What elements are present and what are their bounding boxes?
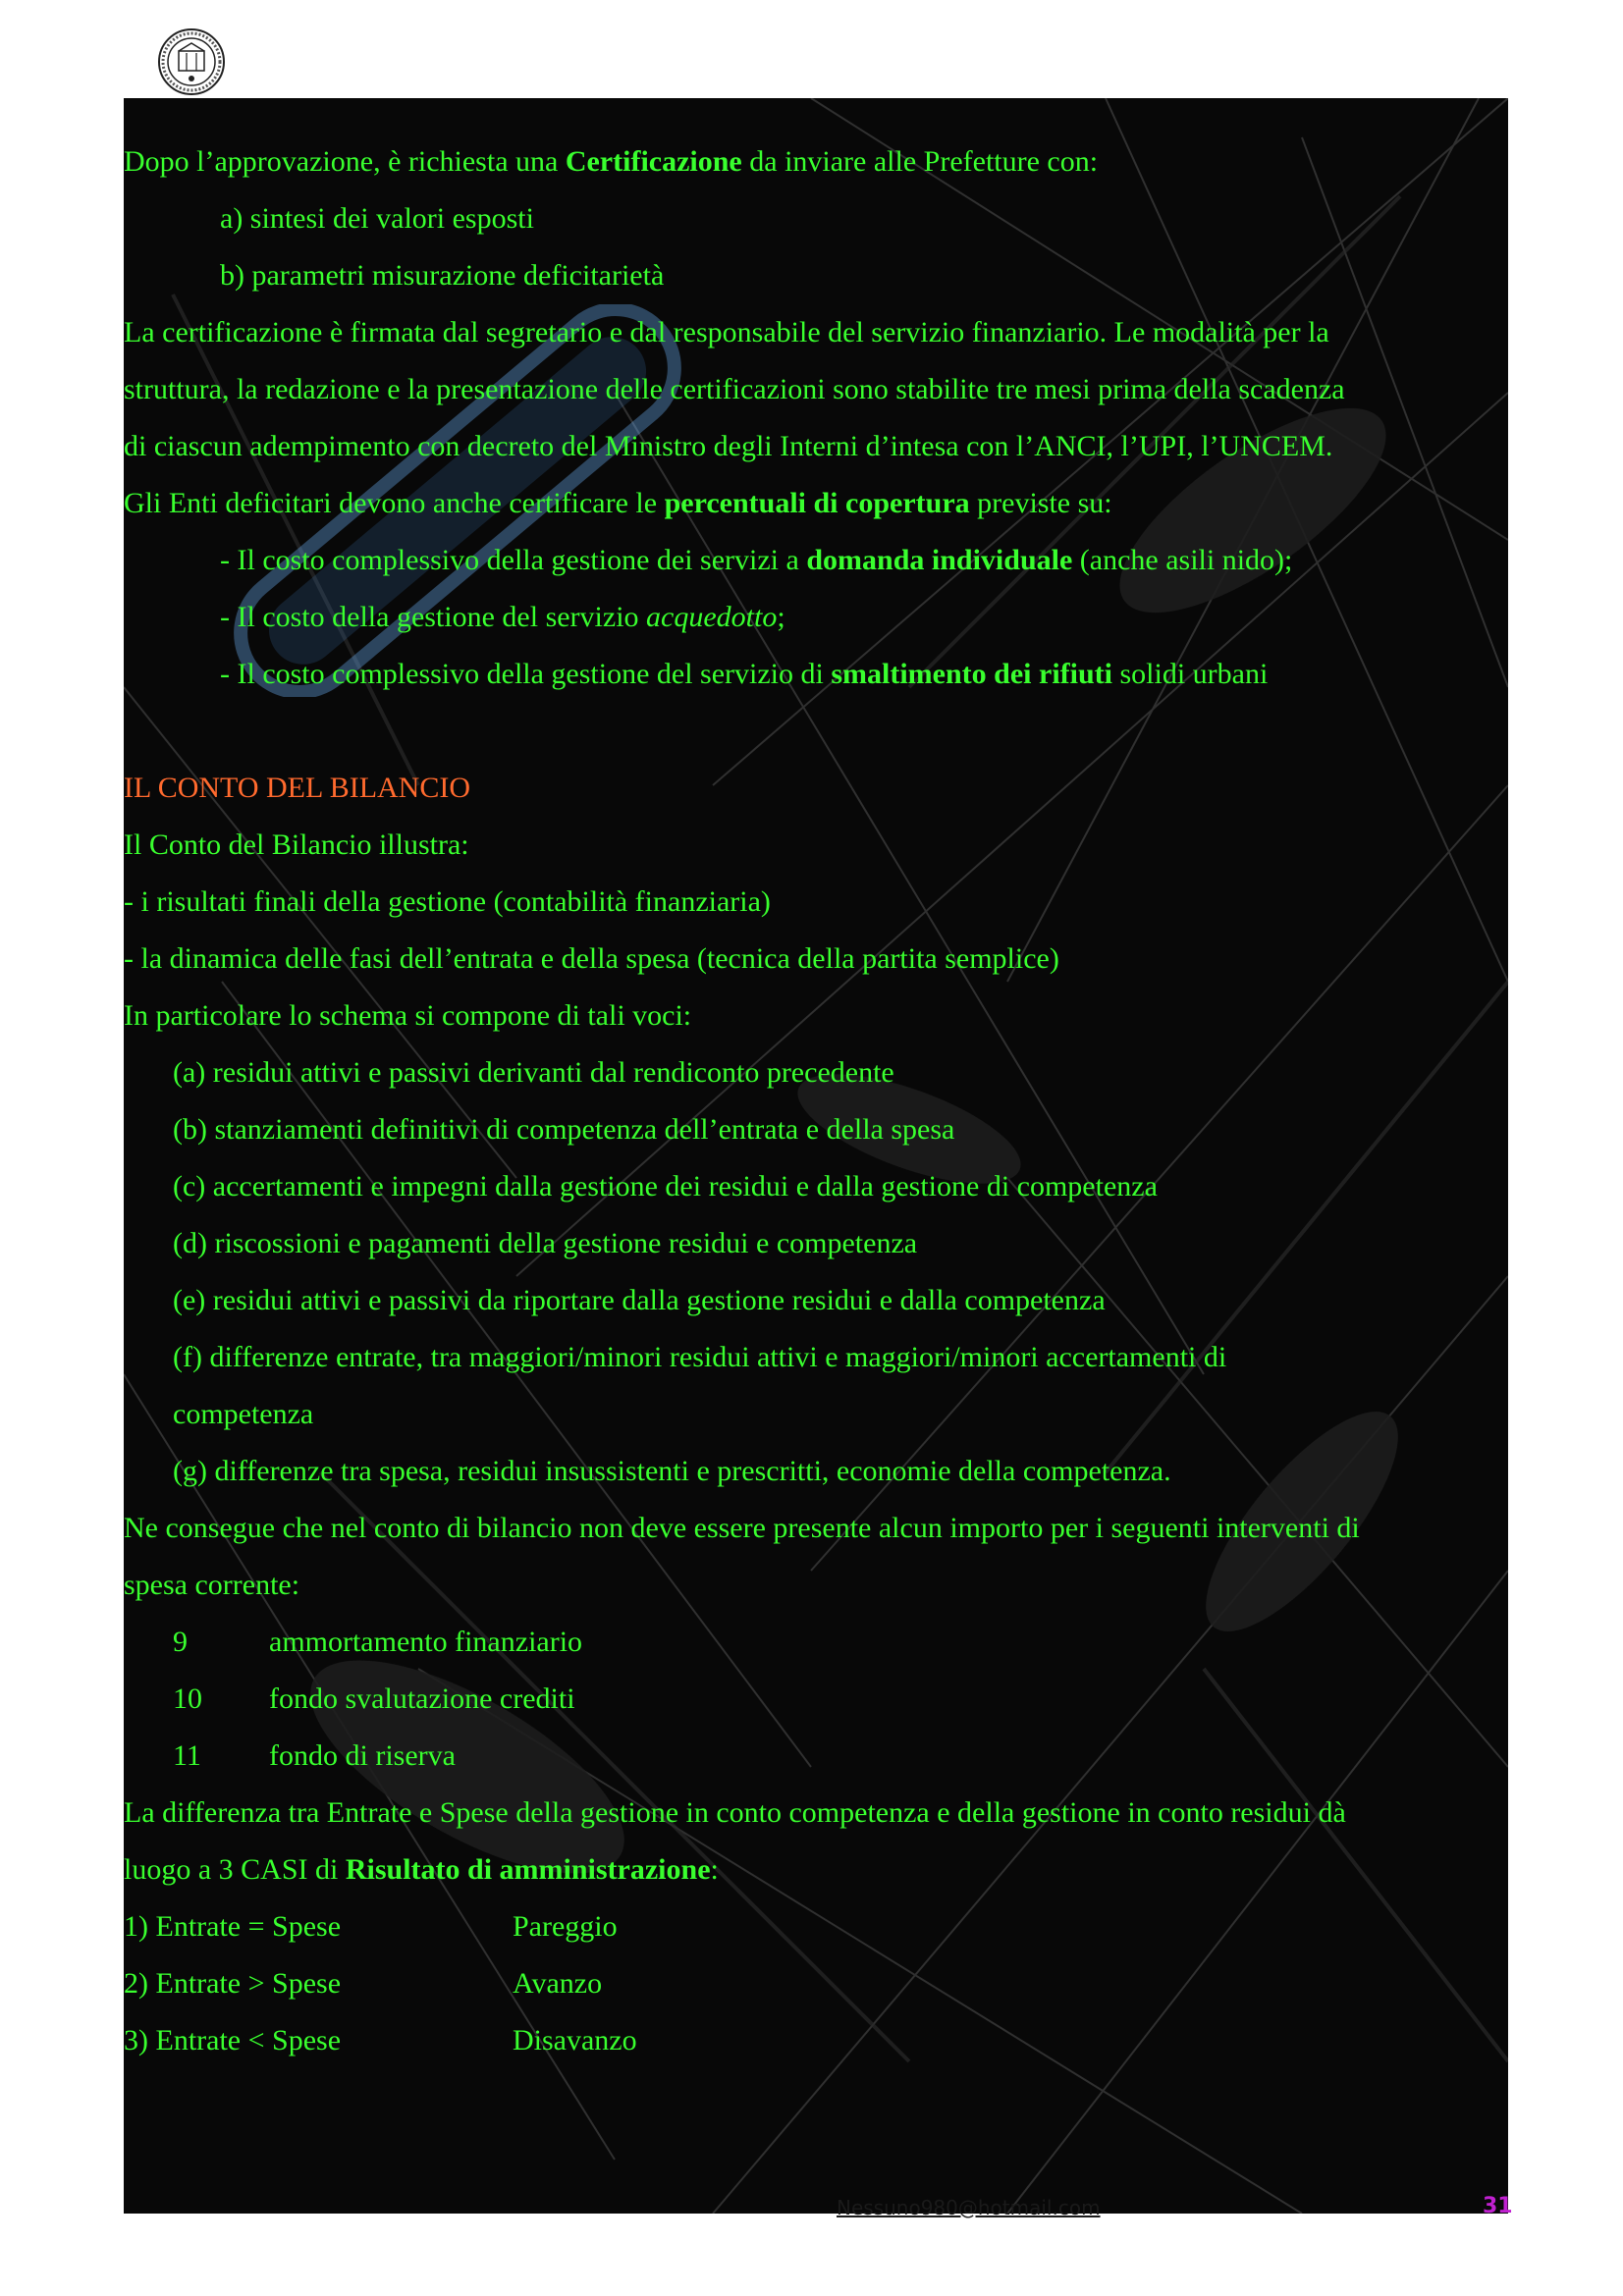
paragraph-line: Ne consegue che nel conto di bilancio non deve essere presente alcun importo per i seguenti interventi di (124, 1512, 1360, 1544)
list-item: (a) residui attivi e passivi derivanti dal rendiconto precedente (173, 1056, 894, 1089)
list-item: (d) riscossioni e pagamenti della gestione residui e competenza (173, 1227, 918, 1259)
case-row: 3) Entrate < Spese Disavanzo (124, 2024, 637, 2056)
list-item: - Il costo complessivo della gestione dei servizi a domanda individuale (anche asili nido); (220, 544, 1293, 576)
paragraph-line: spesa corrente: (124, 1569, 300, 1601)
list-item: (e) residui attivi e passivi da riportare dalla gestione residui e dalla competenza (173, 1284, 1106, 1316)
case-row: 2) Entrate > Spese Avanzo (124, 1967, 603, 2000)
spacer (124, 703, 1508, 760)
paragraph: Gli Enti deficitari devono anche certificare le percentuali di copertura previste su: (124, 487, 1112, 519)
list-item: - i risultati finali della gestione (contabilità finanziaria) (124, 885, 771, 918)
page-background (124, 98, 1508, 2214)
list-item: (g) differenze tra spesa, residui insussistenti e prescritti, economie della competenza. (173, 1455, 1171, 1487)
page-number: 31 (1483, 2194, 1513, 2218)
section-heading: IL CONTO DEL BILANCIO (124, 772, 471, 804)
paragraph-line: Il Conto del Bilancio illustra: (124, 828, 469, 861)
paragraph-line: La certificazione è firmata dal segretario e dal responsabile del servizio finanziario. Le modalità per la (124, 316, 1329, 348)
case-row: 1) Entrate = Spese Pareggio (124, 1910, 618, 1943)
list-item: - Il costo complessivo della gestione del servizio di smaltimento dei rifiuti solidi urbani (220, 658, 1269, 690)
paragraph-line: In particolare lo schema si compone di tali voci: (124, 999, 692, 1032)
document-body (124, 133, 1508, 2069)
intervento-row: 11 fondo di riserva (173, 1739, 456, 1772)
list-item: b) parametri misurazione deficitarietà (220, 259, 665, 292)
intervento-row: 9 ammortamento finanziario (173, 1626, 583, 1658)
footer-email-link[interactable]: Nessuno980@hotmail.com (837, 2196, 1101, 2219)
paragraph-line: luogo a 3 CASI di Risultato di amministrazione: (124, 1853, 719, 1886)
list-item-continuation: competenza (173, 1398, 314, 1430)
list-item: a) sintesi dei valori esposti (220, 202, 534, 235)
list-item: - la dinamica delle fasi dell’entrata e della spesa (tecnica della partita semplice) (124, 942, 1059, 975)
intervento-row: 10 fondo svalutazione crediti (173, 1682, 575, 1715)
list-item: (f) differenze entrate, tra maggiori/minori residui attivi e maggiori/minori accertamenti di (173, 1341, 1227, 1373)
paragraph-line: La differenza tra Entrate e Spese della gestione in conto competenza e della gestione in conto residui dà (124, 1796, 1346, 1829)
list-item: (b) stanziamenti definitivi di competenza dell’entrata e della spesa (173, 1113, 955, 1146)
university-seal-icon (157, 27, 226, 96)
list-item: - Il costo della gestione del servizio acquedotto; (220, 601, 785, 633)
paragraph-line: struttura, la redazione e la presentazione delle certificazioni sono stabilite tre mesi prima della scadenza (124, 373, 1345, 405)
paragraph: Dopo l’approvazione, è richiesta una Certificazione da inviare alle Prefetture con: (124, 145, 1099, 178)
list-item: (c) accertamenti e impegni dalla gestione dei residui e dalla gestione di competenza (173, 1170, 1158, 1202)
paragraph-line: di ciascun adempimento con decreto del Ministro degli Interni d’intesa con l’ANCI, l’UPI, l’UNCEM. (124, 430, 1333, 462)
